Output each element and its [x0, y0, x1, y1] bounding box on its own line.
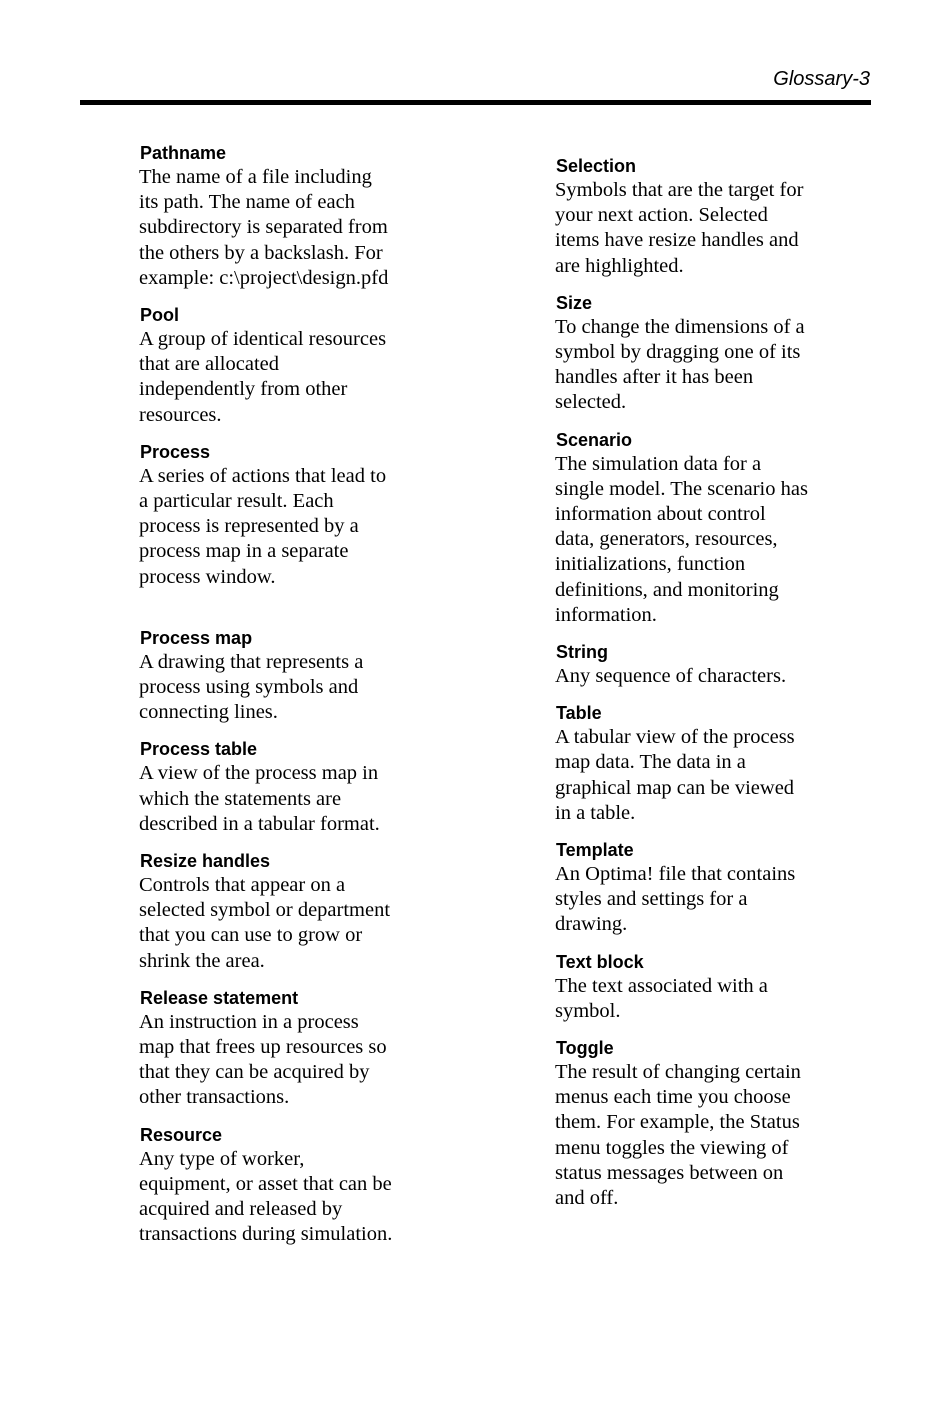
definition-line: items have resize handles and: [555, 229, 799, 252]
definition-line: in a table.: [555, 801, 636, 824]
glossary-entry: [555, 641, 855, 689]
definition-line: equipment, or asset that can be: [139, 1172, 392, 1195]
glossary-entry: [555, 1037, 855, 1211]
glossary-definition: [139, 327, 439, 428]
definition-line: An Optima! file that contains: [555, 863, 796, 886]
glossary-term: Process map: [140, 627, 253, 648]
header-rule: [80, 100, 871, 105]
glossary-entry: [555, 429, 855, 628]
definition-line: information about control: [555, 503, 766, 526]
glossary-term: Selection: [556, 156, 637, 176]
glossary-term: Template: [556, 840, 634, 861]
definition-line: them. For example, the Status: [555, 1111, 800, 1134]
definition-line: definitions, and monitoring: [555, 578, 779, 601]
glossary-definition: [139, 873, 439, 974]
definition-line: A drawing that represents a: [139, 650, 364, 673]
definition-line: Symbols that are the target for: [555, 179, 804, 201]
definition-line: map that frees up resources so: [139, 1036, 387, 1059]
definition-line: information.: [555, 603, 657, 626]
glossary-definition: [139, 1147, 439, 1248]
glossary-definition: [555, 315, 855, 416]
definition-line: menu toggles the viewing of: [555, 1136, 789, 1159]
definition-line: shrink the area.: [139, 949, 265, 972]
glossary-entry: [139, 1124, 439, 1248]
definition-line: transactions during simulation.: [139, 1223, 393, 1246]
definition-line: menus each time you choose: [555, 1086, 791, 1109]
definition-line: Controls that appear on a: [139, 874, 346, 897]
glossary-term: Release statement: [140, 987, 299, 1008]
glossary-entry: [139, 850, 439, 974]
definition-line: status messages between on: [555, 1161, 784, 1184]
definition-line: styles and settings for a: [555, 888, 748, 911]
definition-line: initializations, function: [555, 553, 746, 576]
definition-line: process window.: [139, 565, 276, 588]
definition-line: An instruction in a process: [139, 1010, 359, 1033]
glossary-term: Text block: [556, 951, 644, 972]
definition-line: A tabular view of the process: [555, 726, 795, 749]
definition-line: which the statements are: [139, 787, 342, 810]
definition-line: process is represented by a: [139, 515, 359, 538]
glossary-term: Scenario: [556, 429, 633, 450]
glossary-entry: [555, 155, 855, 279]
definition-line: Any type of worker,: [139, 1147, 305, 1170]
glossary-entry: [139, 304, 439, 428]
definition-line: are highlighted.: [555, 254, 684, 277]
definition-line: example: c:\project\design.pfd: [139, 266, 389, 289]
definition-line: other transactions.: [139, 1086, 290, 1109]
glossary-definition: [555, 1060, 855, 1211]
glossary-definition: [139, 761, 439, 837]
definition-line: your next action. Selected: [555, 204, 768, 227]
glossary-entry: [555, 292, 855, 416]
definition-line: that they can be acquired by: [139, 1061, 370, 1084]
definition-line: described in a tabular format.: [139, 812, 380, 835]
glossary-term: Toggle: [556, 1038, 614, 1059]
glossary-term: Resize handles: [140, 851, 271, 872]
glossary-term: Size: [556, 292, 593, 313]
definition-line: graphical map can be viewed: [555, 776, 795, 799]
glossary-term: Pool: [140, 305, 179, 326]
glossary-definition: [139, 650, 439, 726]
definition-line: Any sequence of characters.: [555, 665, 787, 688]
glossary-term: Resource: [140, 1124, 223, 1145]
definition-line: A series of actions that lead to: [139, 464, 387, 487]
glossary-term: Process table: [140, 739, 258, 760]
definition-line: a particular result. Each: [139, 490, 334, 513]
definition-line: handles after it has been: [555, 366, 754, 389]
definition-line: map data. The data in a: [555, 751, 746, 774]
definition-line: its path. The name of each: [139, 191, 355, 214]
definition-line: acquired and released by: [139, 1198, 343, 1221]
definition-line: independently from other: [139, 378, 348, 401]
glossary-definition: [555, 178, 855, 279]
glossary-term: Table: [556, 703, 602, 724]
definition-line: The text associated with a: [555, 974, 768, 997]
glossary-entry: [139, 627, 439, 726]
glossary-term: String: [556, 642, 608, 663]
definition-line: process map in a separate: [139, 540, 349, 563]
glossary-entry: [555, 951, 855, 1024]
definition-line: selected symbol or department: [139, 899, 391, 922]
definition-line: subdirectory is separated from: [139, 216, 388, 239]
glossary-right-column: [555, 155, 855, 1224]
definition-line: The simulation data for a: [555, 452, 762, 475]
definition-line: resources.: [139, 403, 222, 426]
glossary-term: Process: [140, 441, 211, 462]
glossary-entry: [139, 738, 439, 837]
glossary-left-column: [139, 142, 439, 1261]
glossary-definition: [139, 464, 439, 590]
glossary-definition: [555, 725, 855, 826]
glossary-entry: [139, 142, 439, 291]
page-label: Glossary-3: [773, 68, 870, 90]
definition-line: symbol by dragging one of its: [555, 341, 801, 364]
definition-line: The result of changing certain: [555, 1061, 801, 1084]
definition-line: selected.: [555, 391, 627, 414]
definition-line: single model. The scenario has: [555, 477, 808, 500]
glossary-entry: [139, 987, 439, 1111]
glossary-definition: [139, 1010, 439, 1111]
definition-line: connecting lines.: [139, 701, 278, 724]
glossary-definition: [555, 974, 855, 1024]
definition-line: data, generators, resources,: [555, 528, 778, 551]
glossary-definition: [555, 664, 855, 689]
definition-line: process using symbols and: [139, 676, 359, 699]
definition-line: The name of a file including: [139, 166, 372, 188]
definition-line: A group of identical resources: [139, 328, 387, 351]
definition-line: that you can use to grow or: [139, 924, 363, 947]
glossary-entry: [555, 839, 855, 938]
glossary-entry: [139, 441, 439, 590]
definition-line: To change the dimensions of a: [555, 315, 805, 338]
glossary-definition: [555, 452, 855, 628]
definition-line: the others by a backslash. For: [139, 241, 383, 264]
definition-line: A view of the process map in: [139, 762, 379, 785]
glossary-term: Pathname: [140, 143, 227, 163]
glossary-entry: [555, 702, 855, 826]
definition-line: that are allocated: [139, 353, 279, 376]
definition-line: drawing.: [555, 913, 628, 936]
definition-line: symbol.: [555, 999, 621, 1022]
glossary-definition: [555, 862, 855, 938]
definition-line: and off.: [555, 1187, 619, 1210]
glossary-definition: [139, 165, 439, 291]
